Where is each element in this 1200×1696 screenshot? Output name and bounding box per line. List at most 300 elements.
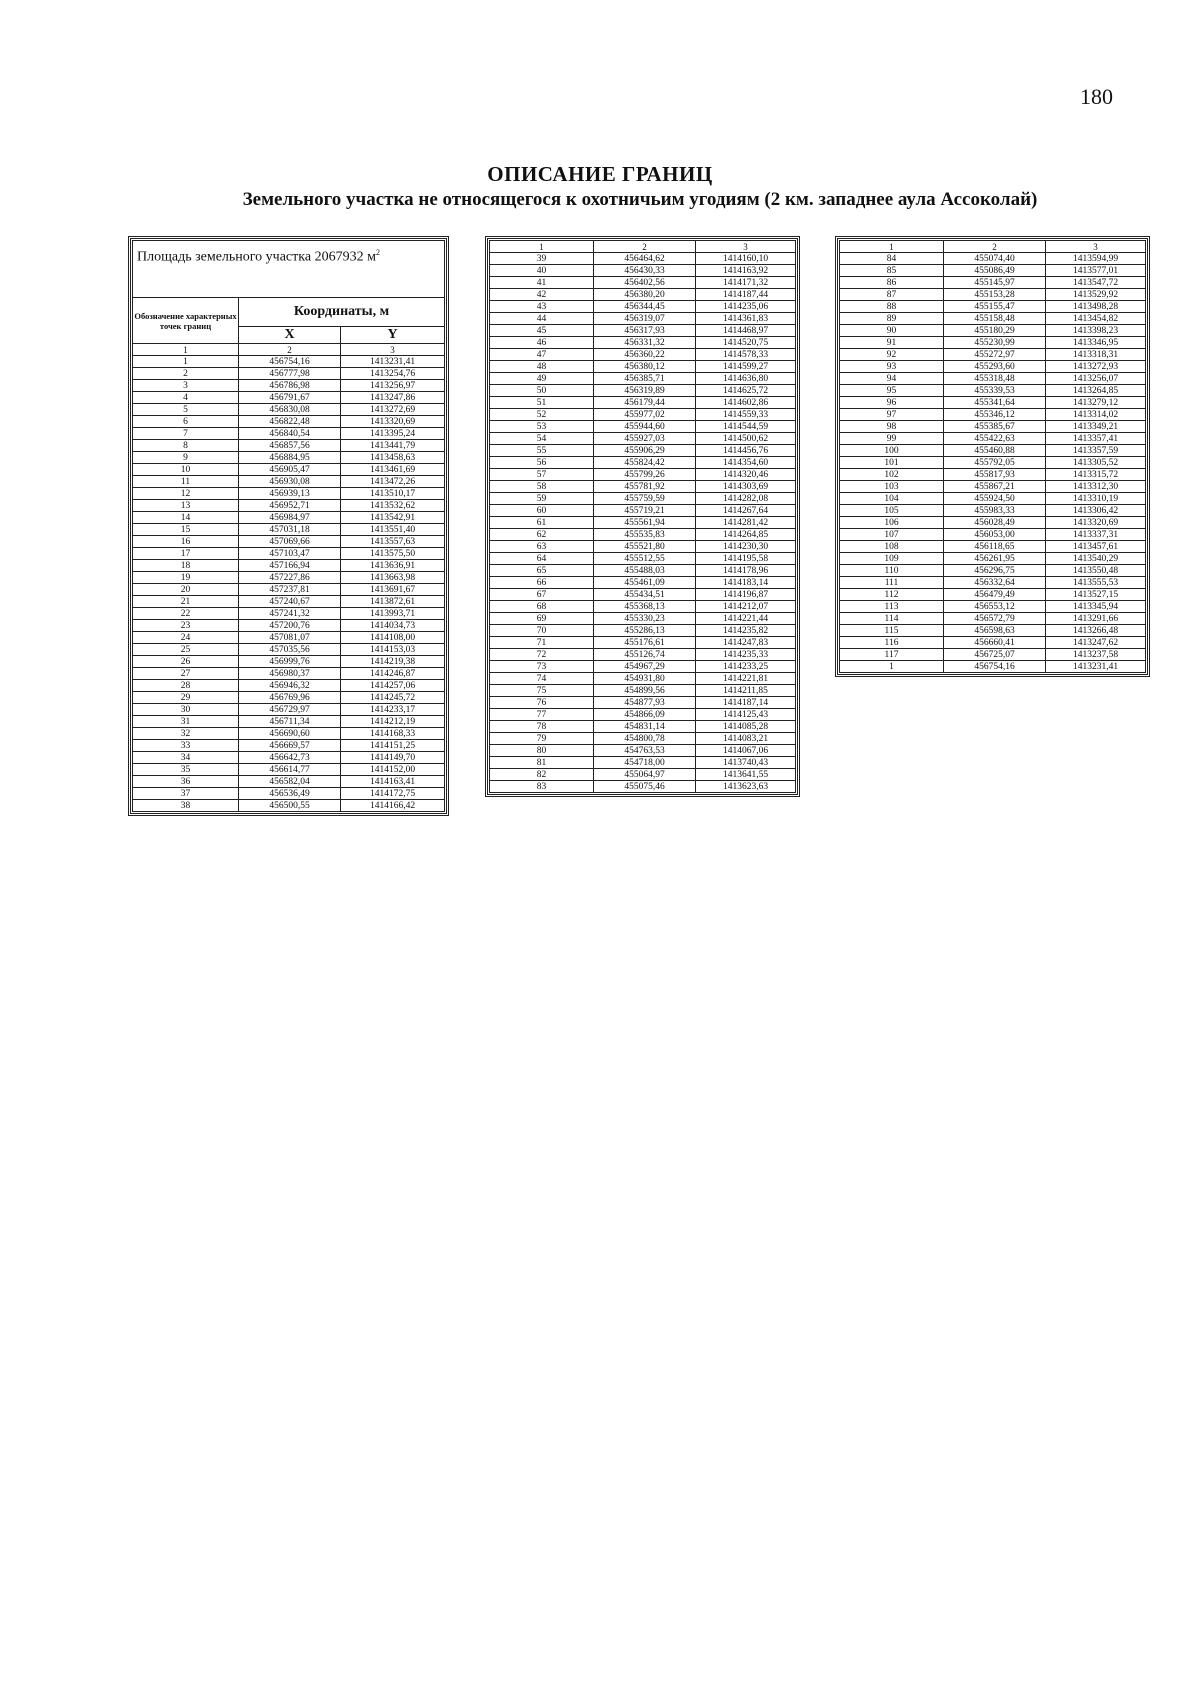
- point-number: 52: [490, 409, 594, 421]
- point-number: 15: [133, 524, 239, 536]
- y-coordinate: 1414178,96: [696, 565, 796, 577]
- point-number: 89: [840, 313, 944, 325]
- table-row: [490, 337, 796, 349]
- point-number: 34: [133, 752, 239, 764]
- y-coordinate: 1413691,67: [341, 584, 445, 596]
- table-row: [133, 452, 445, 464]
- table-row: [490, 577, 796, 589]
- point-number: 74: [490, 673, 594, 685]
- table-row: [490, 781, 796, 793]
- point-number: 1: [840, 661, 944, 673]
- table-row: [490, 733, 796, 745]
- point-number: 114: [840, 613, 944, 625]
- x-coordinate: 456769,96: [239, 692, 341, 704]
- table-row: [490, 661, 796, 673]
- table-row: [133, 548, 445, 560]
- page-number: 180: [1080, 84, 1113, 109]
- table-row: [133, 680, 445, 692]
- table-row: [840, 493, 1146, 505]
- y-coordinate: 1413550,48: [1046, 565, 1146, 577]
- table-2-body: [490, 253, 796, 793]
- y-coordinate: 1413306,42: [1046, 505, 1146, 517]
- y-coordinate: 1413510,17: [341, 488, 445, 500]
- x-coordinate: 456053,00: [944, 529, 1046, 541]
- table-row: [840, 421, 1146, 433]
- x-coordinate: 456332,64: [944, 577, 1046, 589]
- table-row: [133, 764, 445, 776]
- y-coordinate: 1413312,30: [1046, 481, 1146, 493]
- table-row: [840, 301, 1146, 313]
- y-coordinate: 1413315,72: [1046, 469, 1146, 481]
- table-row: [490, 445, 796, 457]
- table-row: [490, 361, 796, 373]
- point-number: 95: [840, 385, 944, 397]
- y-coordinate: 1413272,69: [341, 404, 445, 416]
- y-coordinate: 1414083,21: [696, 733, 796, 745]
- table-row: [133, 464, 445, 476]
- x-coordinate: 456690,60: [239, 728, 341, 740]
- y-coordinate: 1413231,41: [1046, 661, 1146, 673]
- x-coordinate: 455799,26: [594, 469, 696, 481]
- point-number: 82: [490, 769, 594, 781]
- y-coordinate: 1413547,72: [1046, 277, 1146, 289]
- area-cell: [133, 241, 445, 298]
- table-row: [840, 625, 1146, 637]
- table-row: [133, 560, 445, 572]
- point-number: 80: [490, 745, 594, 757]
- x-coordinate: 455230,99: [944, 337, 1046, 349]
- y-coordinate: 1414247,83: [696, 637, 796, 649]
- table-row: [133, 776, 445, 788]
- y-header: Y: [341, 327, 445, 344]
- y-coordinate: 1413457,61: [1046, 541, 1146, 553]
- x-coordinate: 455075,46: [594, 781, 696, 793]
- point-number: 88: [840, 301, 944, 313]
- point-number: 5: [133, 404, 239, 416]
- point-number: 41: [490, 277, 594, 289]
- y-coordinate: 1413498,28: [1046, 301, 1146, 313]
- point-number: 85: [840, 265, 944, 277]
- x-coordinate: 456786,98: [239, 380, 341, 392]
- x-coordinate: 455155,47: [944, 301, 1046, 313]
- x-coordinate: 456360,22: [594, 349, 696, 361]
- point-number: 57: [490, 469, 594, 481]
- y-coordinate: 1413663,98: [341, 572, 445, 584]
- y-coordinate: 1414468,97: [696, 325, 796, 337]
- point-number: 87: [840, 289, 944, 301]
- x-coordinate: 455286,13: [594, 625, 696, 637]
- point-number: 110: [840, 565, 944, 577]
- y-coordinate: 1414245,72: [341, 692, 445, 704]
- point-number: 6: [133, 416, 239, 428]
- point-number: 55: [490, 445, 594, 457]
- point-number: 75: [490, 685, 594, 697]
- table-row: [490, 469, 796, 481]
- point-number: 35: [133, 764, 239, 776]
- point-number: 71: [490, 637, 594, 649]
- table-row: [840, 541, 1146, 553]
- point-number: 84: [840, 253, 944, 265]
- y-coordinate: 1414153,03: [341, 644, 445, 656]
- y-coordinate: 1414187,14: [696, 697, 796, 709]
- table-row: [490, 685, 796, 697]
- table-row: [840, 649, 1146, 661]
- table-row: [490, 409, 796, 421]
- table-row: [490, 265, 796, 277]
- point-number: 31: [133, 716, 239, 728]
- x-coordinate: 456261,95: [944, 553, 1046, 565]
- point-number: 67: [490, 589, 594, 601]
- table-row: [133, 644, 445, 656]
- point-number: 25: [133, 644, 239, 656]
- point-number: 43: [490, 301, 594, 313]
- x-coordinate: 456729,97: [239, 704, 341, 716]
- table-row: [133, 368, 445, 380]
- y-coordinate: 1414085,28: [696, 721, 796, 733]
- x-coordinate: 455422,63: [944, 433, 1046, 445]
- area-unit-sup: 2: [375, 248, 380, 257]
- point-number: 56: [490, 457, 594, 469]
- x-coordinate: 456500,55: [239, 800, 341, 812]
- y-coordinate: 1413279,12: [1046, 397, 1146, 409]
- table-row: [490, 601, 796, 613]
- point-number: 58: [490, 481, 594, 493]
- point-number: 96: [840, 397, 944, 409]
- point-number: 20: [133, 584, 239, 596]
- point-number: 115: [840, 625, 944, 637]
- table-row: [133, 668, 445, 680]
- y-coordinate: 1414233,25: [696, 661, 796, 673]
- point-number: 22: [133, 608, 239, 620]
- column-number-2: 2: [239, 344, 341, 356]
- column-number-2: 2: [594, 241, 696, 253]
- x-coordinate: 456385,71: [594, 373, 696, 385]
- x-coordinate: 455293,60: [944, 361, 1046, 373]
- table-row: [133, 584, 445, 596]
- point-number: 59: [490, 493, 594, 505]
- coordinates-header: Координаты, м: [239, 298, 445, 327]
- table-row: [133, 656, 445, 668]
- table-row: [490, 313, 796, 325]
- point-number: 29: [133, 692, 239, 704]
- x-coordinate: 455272,97: [944, 349, 1046, 361]
- point-number: 112: [840, 589, 944, 601]
- point-number: 7: [133, 428, 239, 440]
- point-number: 77: [490, 709, 594, 721]
- table-row: [133, 500, 445, 512]
- x-coordinate: 455906,29: [594, 445, 696, 457]
- x-coordinate: 455488,03: [594, 565, 696, 577]
- y-coordinate: 1413454,82: [1046, 313, 1146, 325]
- y-coordinate: 1414578,33: [696, 349, 796, 361]
- y-coordinate: 1413320,69: [341, 416, 445, 428]
- y-coordinate: 1414282,08: [696, 493, 796, 505]
- table-row: [840, 397, 1146, 409]
- x-coordinate: 456791,67: [239, 392, 341, 404]
- y-coordinate: 1414211,85: [696, 685, 796, 697]
- table-row: [840, 349, 1146, 361]
- table-row: [133, 632, 445, 644]
- x-coordinate: 457227,86: [239, 572, 341, 584]
- x-coordinate: 455385,67: [944, 421, 1046, 433]
- x-coordinate: 454967,29: [594, 661, 696, 673]
- x-coordinate: 456952,71: [239, 500, 341, 512]
- x-coordinate: 456884,95: [239, 452, 341, 464]
- x-coordinate: 455064,97: [594, 769, 696, 781]
- table-row: [840, 337, 1146, 349]
- y-coordinate: 1413542,91: [341, 512, 445, 524]
- column-number-1: 1: [840, 241, 944, 253]
- y-coordinate: 1414264,85: [696, 529, 796, 541]
- table-row: [840, 577, 1146, 589]
- x-coordinate: 456980,37: [239, 668, 341, 680]
- y-coordinate: 1413575,50: [341, 548, 445, 560]
- point-number: 65: [490, 565, 594, 577]
- x-coordinate: 455521,80: [594, 541, 696, 553]
- x-coordinate: 455719,21: [594, 505, 696, 517]
- table-row: [133, 380, 445, 392]
- table-row: [840, 565, 1146, 577]
- point-number: 63: [490, 541, 594, 553]
- y-coordinate: 1413314,02: [1046, 409, 1146, 421]
- point-number: 36: [133, 776, 239, 788]
- x-coordinate: 454763,53: [594, 745, 696, 757]
- table-row: [840, 385, 1146, 397]
- document-subtitle: Земельного участка не относящегося к охотничьим угодиям (2 км. западнее аула Ассоколай): [242, 189, 1038, 210]
- y-coordinate: 1413345,94: [1046, 601, 1146, 613]
- point-number: 70: [490, 625, 594, 637]
- table-row: [490, 709, 796, 721]
- x-coordinate: 456946,32: [239, 680, 341, 692]
- y-coordinate: 1414599,27: [696, 361, 796, 373]
- table-row: [840, 289, 1146, 301]
- point-number: 103: [840, 481, 944, 493]
- point-number: 72: [490, 649, 594, 661]
- x-coordinate: 455792,05: [944, 457, 1046, 469]
- table-row: [133, 800, 445, 812]
- y-coordinate: 1414168,33: [341, 728, 445, 740]
- table-row: [490, 745, 796, 757]
- x-coordinate: 455176,61: [594, 637, 696, 649]
- x-coordinate: 455434,51: [594, 589, 696, 601]
- point-number: 19: [133, 572, 239, 584]
- document-title: ОПИСАНИЕ ГРАНИЦ: [487, 162, 713, 186]
- table-row: [133, 512, 445, 524]
- x-coordinate: 456179,44: [594, 397, 696, 409]
- point-number: 24: [133, 632, 239, 644]
- point-number: 28: [133, 680, 239, 692]
- table-row: [840, 517, 1146, 529]
- y-coordinate: 1413441,79: [341, 440, 445, 452]
- y-coordinate: 1414500,62: [696, 433, 796, 445]
- coordinates-table-1: [132, 240, 445, 812]
- y-coordinate: 1414163,41: [341, 776, 445, 788]
- point-number: 38: [133, 800, 239, 812]
- table-row: [490, 697, 796, 709]
- y-coordinate: 1414183,14: [696, 577, 796, 589]
- y-coordinate: 1413398,23: [1046, 325, 1146, 337]
- table-row: [840, 253, 1146, 265]
- x-coordinate: 455074,40: [944, 253, 1046, 265]
- x-coordinate: 454800,78: [594, 733, 696, 745]
- x-coordinate: 456319,07: [594, 313, 696, 325]
- point-number: 94: [840, 373, 944, 385]
- table-row: [133, 572, 445, 584]
- point-number: 104: [840, 493, 944, 505]
- table-row: [490, 553, 796, 565]
- table-row: [490, 325, 796, 337]
- x-coordinate: 455781,92: [594, 481, 696, 493]
- x-coordinate: 456754,16: [239, 356, 341, 368]
- x-coordinate: 455318,48: [944, 373, 1046, 385]
- x-coordinate: 456344,45: [594, 301, 696, 313]
- y-coordinate: 1413540,29: [1046, 553, 1146, 565]
- y-coordinate: 1414354,60: [696, 457, 796, 469]
- table-row: [133, 788, 445, 800]
- table-row: [490, 397, 796, 409]
- point-number: 97: [840, 409, 944, 421]
- table-row: [133, 392, 445, 404]
- x-coordinate: 456582,04: [239, 776, 341, 788]
- x-coordinate: 457035,56: [239, 644, 341, 656]
- x-coordinate: 456711,34: [239, 716, 341, 728]
- table-row: [490, 649, 796, 661]
- table-row: [133, 692, 445, 704]
- x-coordinate: 455339,53: [944, 385, 1046, 397]
- x-coordinate: 454718,00: [594, 757, 696, 769]
- y-coordinate: 1413272,93: [1046, 361, 1146, 373]
- y-coordinate: 1413357,41: [1046, 433, 1146, 445]
- point-number: 32: [133, 728, 239, 740]
- table-row: [490, 373, 796, 385]
- y-coordinate: 1414219,38: [341, 656, 445, 668]
- y-coordinate: 1414221,44: [696, 613, 796, 625]
- point-number: 1: [133, 356, 239, 368]
- y-coordinate: 1413472,26: [341, 476, 445, 488]
- y-coordinate: 1414636,80: [696, 373, 796, 385]
- y-coordinate: 1413555,53: [1046, 577, 1146, 589]
- point-number: 78: [490, 721, 594, 733]
- x-coordinate: 456380,12: [594, 361, 696, 373]
- table-row: [490, 637, 796, 649]
- x-coordinate: 456725,07: [944, 649, 1046, 661]
- table-3-header: [840, 241, 1146, 253]
- point-number: 49: [490, 373, 594, 385]
- y-coordinate: 1414281,42: [696, 517, 796, 529]
- point-number: 14: [133, 512, 239, 524]
- point-number: 99: [840, 433, 944, 445]
- x-coordinate: 455535,83: [594, 529, 696, 541]
- x-coordinate: 456028,49: [944, 517, 1046, 529]
- x-coordinate: 455867,21: [944, 481, 1046, 493]
- table-row: [840, 313, 1146, 325]
- x-coordinate: 455927,03: [594, 433, 696, 445]
- y-coordinate: 1414163,92: [696, 265, 796, 277]
- x-coordinate: 456380,20: [594, 289, 696, 301]
- y-coordinate: 1414151,25: [341, 740, 445, 752]
- point-number: 46: [490, 337, 594, 349]
- column-number-3: 3: [341, 344, 445, 356]
- x-coordinate: 456777,98: [239, 368, 341, 380]
- table-row: [490, 613, 796, 625]
- y-coordinate: 1413636,91: [341, 560, 445, 572]
- y-coordinate: 1414187,44: [696, 289, 796, 301]
- x-coordinate: 455817,93: [944, 469, 1046, 481]
- x-coordinate: 455944,60: [594, 421, 696, 433]
- y-coordinate: 1413529,92: [1046, 289, 1146, 301]
- y-coordinate: 1414625,72: [696, 385, 796, 397]
- x-coordinate: 456905,47: [239, 464, 341, 476]
- point-number: 47: [490, 349, 594, 361]
- x-coordinate: 457200,76: [239, 620, 341, 632]
- point-number: 13: [133, 500, 239, 512]
- x-coordinate: 456999,76: [239, 656, 341, 668]
- y-coordinate: 1414544,59: [696, 421, 796, 433]
- table-row: [490, 433, 796, 445]
- y-coordinate: 1414235,82: [696, 625, 796, 637]
- table-row: [133, 356, 445, 368]
- x-coordinate: 456840,54: [239, 428, 341, 440]
- point-number: 44: [490, 313, 594, 325]
- x-coordinate: 455977,02: [594, 409, 696, 421]
- column-number-1: 1: [490, 241, 594, 253]
- point-number: 16: [133, 536, 239, 548]
- point-number: 40: [490, 265, 594, 277]
- x-coordinate: 456614,77: [239, 764, 341, 776]
- point-number: 79: [490, 733, 594, 745]
- x-coordinate: 457103,47: [239, 548, 341, 560]
- point-number: 106: [840, 517, 944, 529]
- column-number-3: 3: [696, 241, 796, 253]
- x-coordinate: 456939,13: [239, 488, 341, 500]
- point-number: 48: [490, 361, 594, 373]
- x-coordinate: 457240,67: [239, 596, 341, 608]
- x-coordinate: 455145,97: [944, 277, 1046, 289]
- table-row: [133, 440, 445, 452]
- y-coordinate: 1413264,85: [1046, 385, 1146, 397]
- x-coordinate: 455330,23: [594, 613, 696, 625]
- y-coordinate: 1414221,81: [696, 673, 796, 685]
- x-coordinate: 455512,55: [594, 553, 696, 565]
- designation-header: Обозначение характерных точек границ: [133, 298, 239, 344]
- y-coordinate: 1414166,42: [341, 800, 445, 812]
- point-number: 101: [840, 457, 944, 469]
- x-coordinate: 456553,12: [944, 601, 1046, 613]
- x-coordinate: 455561,94: [594, 517, 696, 529]
- point-number: 86: [840, 277, 944, 289]
- table-row: [840, 601, 1146, 613]
- x-coordinate: 454931,80: [594, 673, 696, 685]
- y-coordinate: 1413641,55: [696, 769, 796, 781]
- x-coordinate: 457031,18: [239, 524, 341, 536]
- point-number: 10: [133, 464, 239, 476]
- table-row: [490, 277, 796, 289]
- table-row: [490, 289, 796, 301]
- point-number: 92: [840, 349, 944, 361]
- table-row: [490, 505, 796, 517]
- table-row: [840, 325, 1146, 337]
- y-coordinate: 1413532,62: [341, 500, 445, 512]
- x-coordinate: 457081,07: [239, 632, 341, 644]
- x-coordinate: 455461,09: [594, 577, 696, 589]
- table-row: [133, 740, 445, 752]
- point-number: 66: [490, 577, 594, 589]
- point-number: 93: [840, 361, 944, 373]
- y-coordinate: 1414559,33: [696, 409, 796, 421]
- point-number: 90: [840, 325, 944, 337]
- table-row: [133, 536, 445, 548]
- y-coordinate: 1413247,86: [341, 392, 445, 404]
